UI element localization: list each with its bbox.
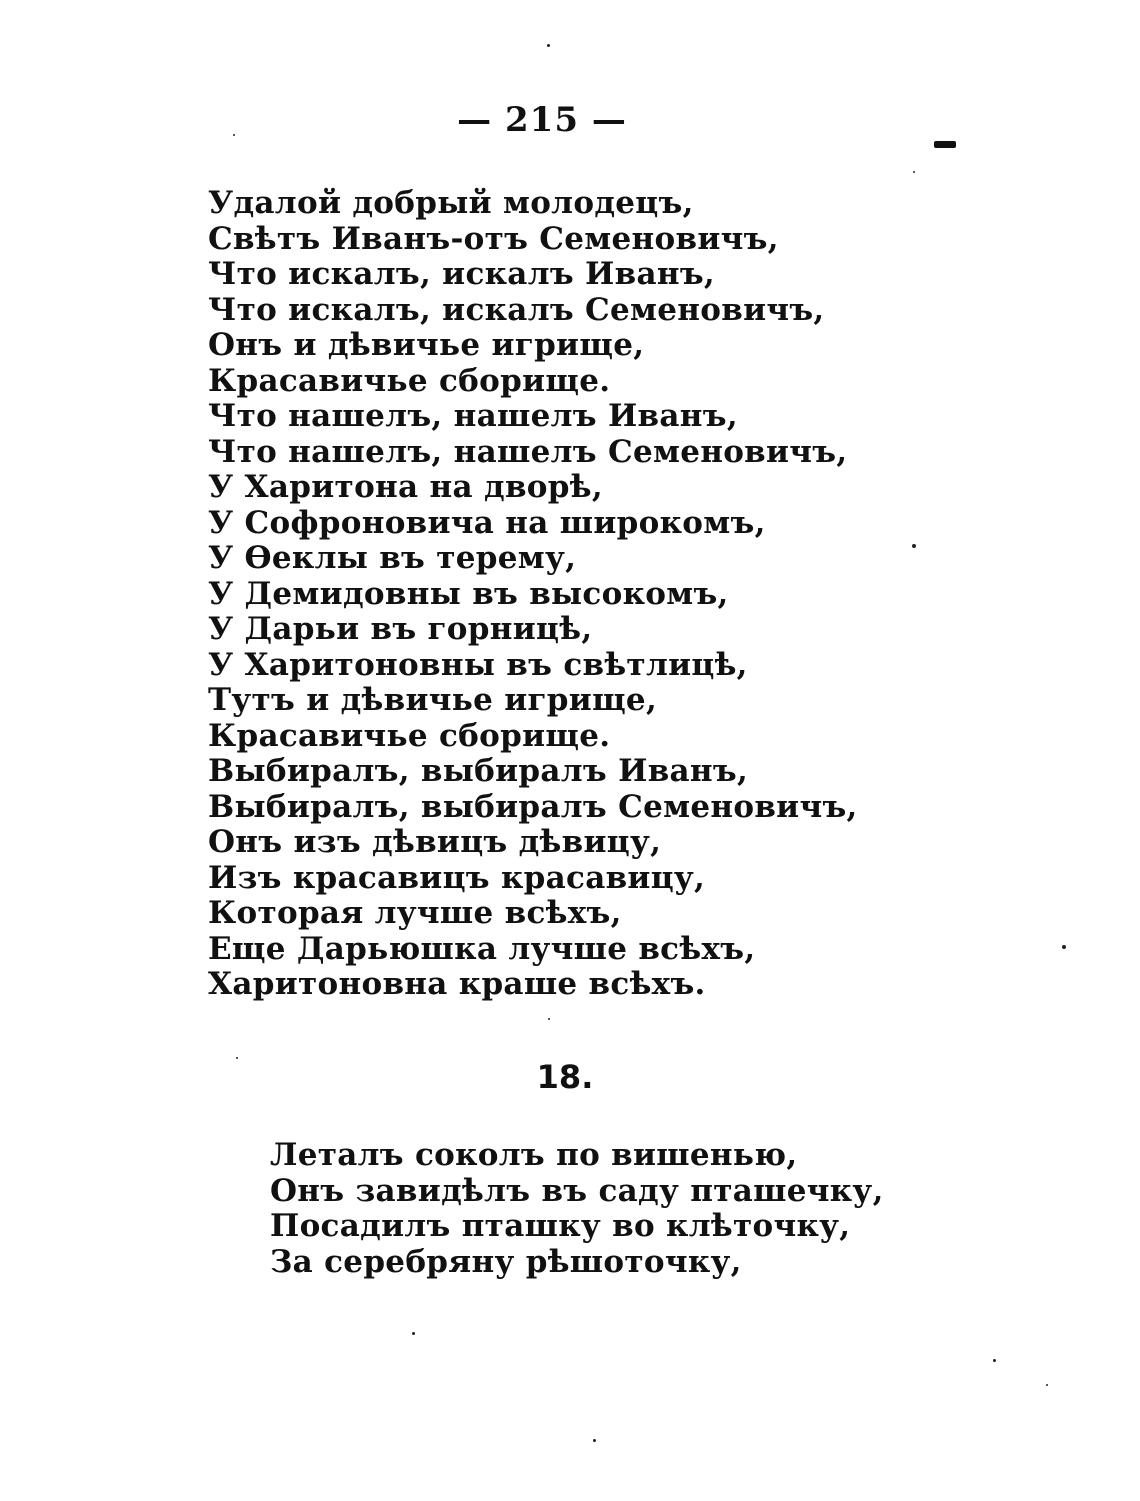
verse-line: Еще Дарьюшка лучше всѣхъ, [208, 930, 756, 967]
song-number: 18. [536, 1058, 594, 1096]
verse-line: Удалой добрый молодецъ, [208, 185, 694, 221]
verse-line: У Харитоновны въ свѣтлицѣ, [208, 646, 748, 683]
ink-mark [934, 141, 956, 148]
verse-line: У Демидовны въ высокомъ, [208, 575, 729, 612]
print-speck [548, 1018, 550, 1020]
verse-line: Онъ и дѣвичье игрище, [208, 327, 645, 363]
print-speck [912, 544, 916, 548]
print-speck [233, 134, 235, 136]
print-speck [236, 1057, 238, 1059]
verse-line: Выбиралъ, выбиралъ Иванъ, [208, 753, 749, 789]
poem-stanza-2 [270, 1138, 884, 1280]
verse-line: Изъ красавицъ красавицу, [208, 859, 706, 896]
verse-line: У Софроновича на широкомъ, [208, 504, 766, 541]
verse-line: Онъ завидѣлъ въ саду пташечку, [270, 1172, 884, 1209]
verse-line: Что искалъ, искалъ Иванъ, [208, 256, 715, 292]
verse-line: Посадилъ пташку во клѣточку, [270, 1208, 851, 1244]
print-speck [1062, 945, 1066, 949]
verse-line: Онъ изъ дѣвицъ дѣвицу, [208, 824, 662, 860]
verse-line: Красавичье сборище. [208, 717, 611, 754]
print-speck [412, 1332, 415, 1335]
print-speck [1046, 1384, 1048, 1386]
verse-line: У Дарьи въ горницѣ, [208, 611, 593, 647]
verse-line: Харитоновна краше всѣхъ. [208, 966, 706, 1002]
verse-line: Что искалъ, искалъ Семеновичъ, [208, 291, 825, 328]
verse-line: Которая лучше всѣхъ, [208, 895, 622, 931]
verse-line: Красавичье сборище. [208, 362, 611, 399]
verse-line: У Харитона на дворѣ, [208, 469, 603, 505]
verse-line: У Ѳеклы въ терему, [208, 540, 577, 576]
verse-line: Что нашелъ, нашелъ Семеновичъ, [208, 433, 848, 470]
print-speck [547, 44, 550, 47]
verse-line: Леталъ соколъ по вишенью, [270, 1137, 798, 1173]
verse-line: Выбиралъ, выбиралъ Семеновичъ, [208, 788, 858, 825]
print-speck [993, 1359, 996, 1362]
verse-line: Что нашелъ, нашелъ Иванъ, [208, 398, 738, 434]
poem-stanza-1 [208, 186, 858, 1003]
verse-line: Тутъ и дѣвичье игрище, [208, 682, 658, 718]
verse-line: Свѣтъ Иванъ-отъ Семеновичъ, [208, 220, 779, 257]
page-number: — 215 — [457, 100, 627, 140]
print-speck [913, 171, 915, 173]
print-speck [593, 1439, 596, 1442]
verse-line: За серебряну рѣшоточку, [270, 1243, 742, 1280]
